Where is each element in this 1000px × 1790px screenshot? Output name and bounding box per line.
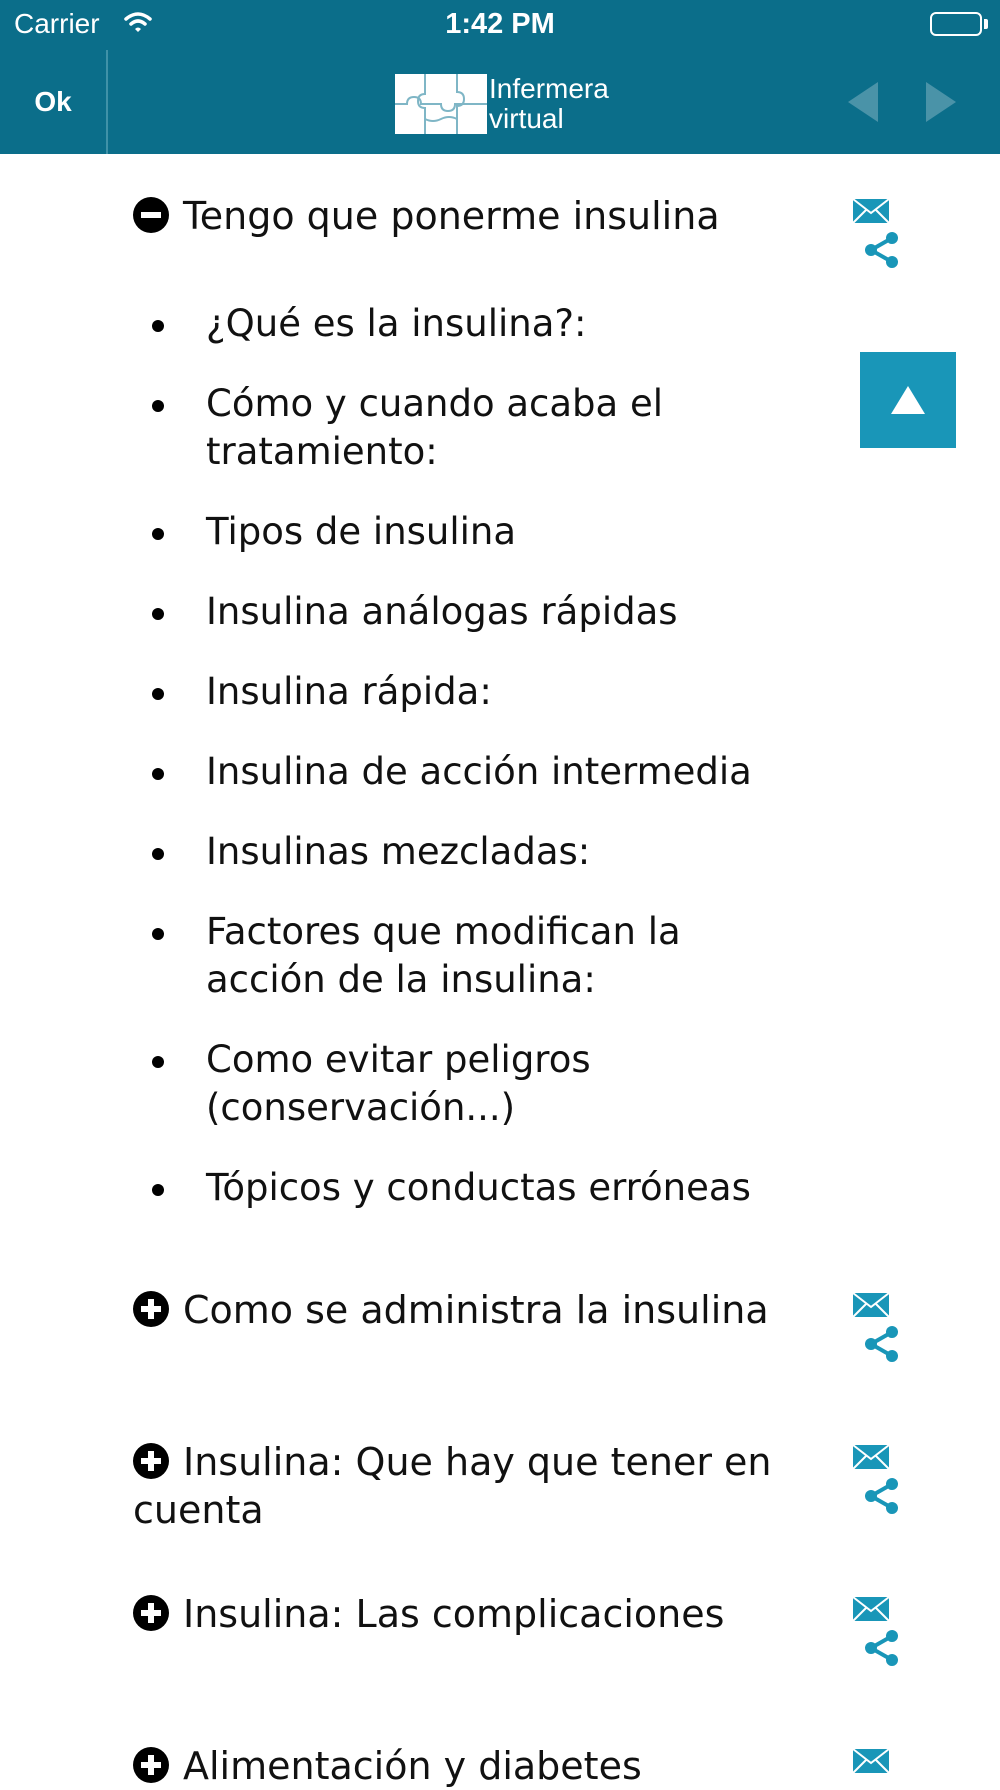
list-item[interactable]: Insulina análogas rápidas [150,588,810,636]
previous-button[interactable] [844,78,884,126]
share-icon[interactable] [862,230,902,270]
share-icon[interactable] [862,1324,902,1364]
logo-text [489,74,609,134]
share-icon[interactable] [862,1476,902,1516]
clock: 1:42 PM [445,8,555,40]
nav-bar [0,50,1000,154]
logo-line-1: Infermera [489,73,609,104]
mail-icon[interactable] [852,1748,890,1774]
section-header-como-se-administra[interactable] [133,1286,813,1334]
triangle-left-icon [844,78,884,126]
scroll-to-top-button[interactable] [860,352,956,448]
section-actions [852,1444,902,1514]
list-item[interactable]: Insulina rápida: [150,668,810,716]
mail-icon[interactable] [852,198,890,224]
section-header-las-complicaciones[interactable] [133,1590,813,1638]
nav-divider [106,50,108,154]
mail-icon[interactable] [852,1292,890,1318]
carrier-label: Carrier [14,8,100,39]
expand-icon[interactable] [133,1291,169,1327]
section-header-tengo-que-ponerme-insulina[interactable] [133,192,813,240]
section-actions [852,1292,902,1362]
triangle-right-icon [920,78,960,126]
section-title: Insulina: Que hay que tener en cuenta [133,1440,772,1532]
section-header-alimentacion-y-diabetes[interactable] [133,1742,813,1790]
share-icon[interactable] [862,1628,902,1668]
section-actions [852,1596,902,1666]
section-actions [852,198,902,268]
list-item[interactable]: Insulina de acción intermedia [150,748,810,796]
topic-list [150,300,810,1244]
section-actions [852,1748,902,1778]
expand-icon[interactable] [133,1443,169,1479]
puzzle-logo-icon [395,74,487,134]
mail-icon[interactable] [852,1444,890,1470]
next-button[interactable] [920,78,960,126]
app-logo [395,74,609,134]
list-item[interactable]: Cómo y cuando acaba el tratamiento: [150,380,810,476]
list-item[interactable]: Factores que modifican la acción de la insulina: [150,908,810,1004]
expand-icon[interactable] [133,1595,169,1631]
list-item[interactable]: Tipos de insulina [150,508,810,556]
mail-icon[interactable] [852,1596,890,1622]
section-title: Alimentación y diabetes [183,1744,642,1788]
list-item[interactable]: Insulinas mezcladas: [150,828,810,876]
status-bar [0,0,1000,50]
logo-line-2: virtual [489,103,564,134]
triangle-up-icon [888,382,928,418]
section-header-que-hay-que-tener-en-cuenta[interactable] [133,1438,813,1534]
list-item[interactable]: Como evitar peligros (conservación...) [150,1036,810,1132]
ok-button[interactable]: Ok [34,86,72,117]
list-item[interactable]: ¿Qué es la insulina?: [150,300,810,348]
battery-icon [930,12,982,36]
section-title: Como se administra la insulina [183,1288,769,1332]
list-item[interactable]: Tópicos y conductas erróneas [150,1164,810,1212]
section-title: Insulina: Las complicaciones [183,1592,725,1636]
section-title: Tengo que ponerme insulina [183,194,720,238]
collapse-icon[interactable] [133,197,169,233]
